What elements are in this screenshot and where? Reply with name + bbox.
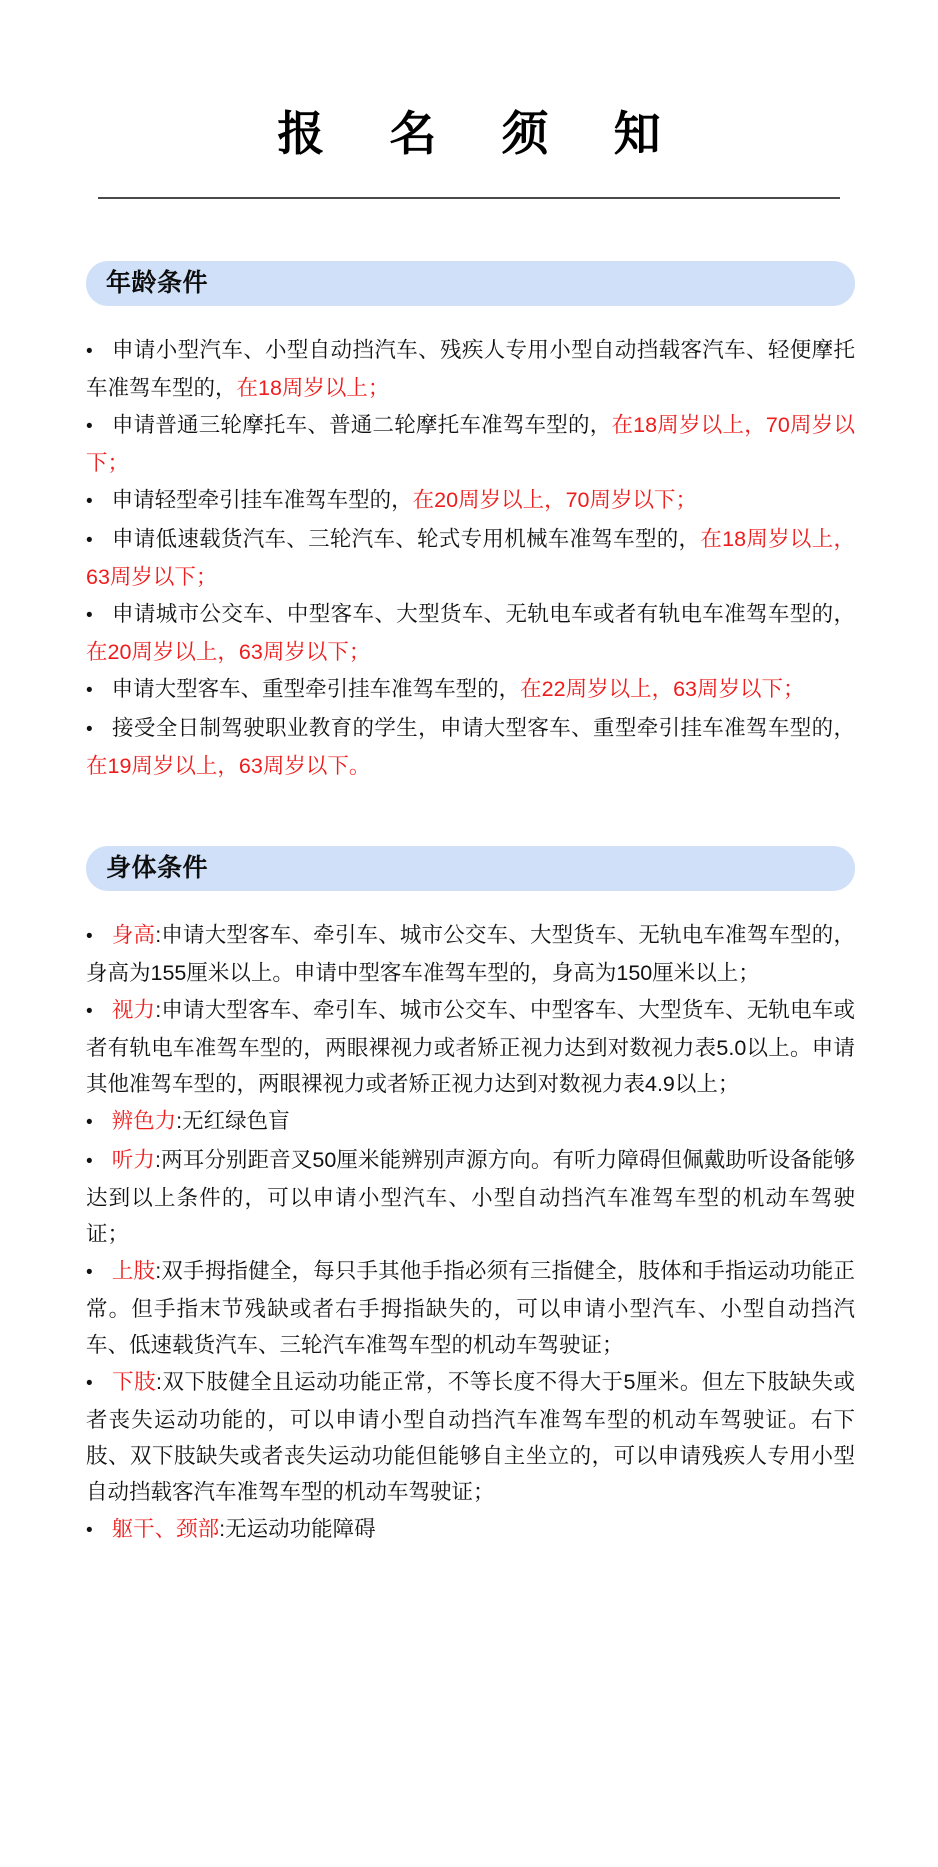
condition-label: 下肢: [111, 1369, 157, 1394]
condition-text: 两耳分别距音叉50厘米能辨别声源方向。有听力障碍但佩戴助听设备能够达到以上条件的，可以申请小型汽车、小型自动挡汽车准驾车型的机动车驾驶证；: [86, 1147, 855, 1246]
content-area: [0, 261, 938, 1549]
list-item: [86, 1103, 855, 1141]
list-item: [86, 710, 855, 784]
bullet-dot-icon: •: [86, 1519, 95, 1541]
list-item: [86, 1142, 855, 1252]
title-divider: [98, 197, 840, 199]
bullet-dot-icon: •: [86, 1372, 95, 1394]
list-item: [86, 1511, 855, 1549]
list-item: [86, 671, 855, 709]
list-item: [86, 332, 855, 406]
bullet-dot-icon: •: [86, 1150, 95, 1172]
bullet-dot-icon: •: [86, 340, 95, 362]
bullet-dot-icon: •: [86, 1111, 95, 1133]
section-header-body: [86, 846, 855, 891]
bullet-text-black: 申请低速载货汽车、三轮汽车、轮式专用机械车准驾车型的，: [111, 526, 701, 551]
bullet-dot-icon: •: [86, 1261, 95, 1283]
condition-label: 躯干、颈部: [111, 1516, 220, 1541]
bullet-text-highlight: 在22周岁以上，63周岁以下；: [520, 676, 805, 701]
condition-separator: :: [155, 922, 162, 947]
bullet-text-highlight: 在20周岁以上，63周岁以下；: [86, 639, 371, 664]
condition-separator: :: [176, 1108, 183, 1133]
list-item: [86, 1253, 855, 1363]
bullet-text-highlight: 在18周岁以上，63周岁以下；: [86, 526, 855, 589]
list-item: [86, 521, 855, 595]
section-body-conditions: [86, 846, 855, 1549]
section-age-conditions: [86, 261, 855, 784]
section-header-body-label: 身体条件: [106, 853, 209, 882]
condition-label: 辨色力: [111, 1108, 177, 1133]
bullet-text-highlight: 在18周岁以上；: [236, 375, 390, 400]
page-title: 报 名 须 知: [277, 107, 687, 160]
bullet-text-highlight: 在19周岁以上，63周岁以下。: [86, 753, 371, 778]
condition-label: 视力: [111, 997, 156, 1022]
section-header-age-label: 年龄条件: [106, 268, 209, 297]
condition-text: 双手拇指健全，每只手其他手指必须有三指健全，肢体和手指运动功能正常。但手指末节残缺或者右手拇指缺失的，可以申请小型汽车、小型自动挡汽车、低速载货汽车、三轮汽车准驾车型的机动车驾驶证；: [86, 1258, 855, 1357]
section-header-age: [86, 261, 855, 306]
list-item: [86, 1364, 855, 1510]
condition-text: 无运动功能障碍: [225, 1516, 376, 1541]
condition-separator: :: [155, 1147, 161, 1172]
condition-label: 上肢: [111, 1258, 156, 1283]
condition-separator: :: [156, 1369, 163, 1394]
condition-text: 申请大型客车、牵引车、城市公交车、中型客车、大型货车、无轨电车或者有轨电车准驾车型的，两眼裸视力或者矫正视力达到对数视力表5.0以上。申请其他准驾车型的，两眼裸视力或者矫正视力达到对数视力表4.9以上；: [86, 997, 855, 1096]
bullet-text-black: 申请城市公交车、中型客车、大型货车、无轨电车或者有轨电车准驾车型的，: [111, 601, 855, 626]
condition-label: 听力: [111, 1147, 155, 1172]
body-conditions-list: [86, 917, 855, 1549]
bullet-dot-icon: •: [86, 415, 95, 437]
bullet-text-black: 申请大型客车、重型牵引挂车准驾车型的，: [111, 676, 521, 701]
condition-text: 申请大型客车、牵引车、城市公交车、大型货车、无轨电车准驾车型的，身高为155厘米以上。申请中型客车准驾车型的，身高为150厘米以上；: [86, 922, 855, 985]
bullet-text-highlight: 在18周岁以上，70周岁以下；: [86, 412, 855, 475]
list-item: [86, 407, 855, 481]
condition-separator: :: [155, 1258, 162, 1283]
bullet-text-black: 申请小型汽车、小型自动挡汽车、残疾人专用小型自动挡载客汽车、轻便摩托车准驾车型的，: [86, 337, 855, 400]
title-block: [0, 0, 938, 199]
condition-text: 无红绿色盲: [182, 1108, 290, 1133]
age-conditions-list: [86, 332, 855, 784]
list-item: [86, 917, 855, 991]
list-item: [86, 596, 855, 670]
bullet-dot-icon: •: [86, 604, 95, 626]
list-item: [86, 992, 855, 1102]
bullet-text-black: 申请普通三轮摩托车、普通二轮摩托车准驾车型的，: [111, 412, 612, 437]
condition-label: 身高: [111, 922, 156, 947]
bullet-dot-icon: •: [86, 529, 95, 551]
bullet-dot-icon: •: [86, 718, 95, 740]
condition-text: 双下肢健全且运动功能正常，不等长度不得大于5厘米。但左下肢缺失或者丧失运动功能的，可以申请小型自动挡汽车准驾车型的机动车驾驶证。右下肢、双下肢缺失或者丧失运动功能但能够自主坐立的，可以申请残疾人专用小型自动挡载客汽车准驾车型的机动车驾驶证；: [86, 1369, 855, 1504]
bullet-text-highlight: 在20周岁以上，70周岁以下；: [412, 487, 698, 512]
condition-separator: :: [219, 1516, 226, 1541]
bullet-text-black: 申请轻型牵引挂车准驾车型的，: [111, 487, 413, 512]
bullet-dot-icon: •: [86, 679, 95, 701]
bullet-dot-icon: •: [86, 925, 95, 947]
bullet-dot-icon: •: [86, 490, 95, 512]
bullet-dot-icon: •: [86, 1000, 95, 1022]
bullet-text-black: 接受全日制驾驶职业教育的学生，申请大型客车、重型牵引挂车准驾车型的，: [111, 715, 855, 740]
condition-separator: :: [155, 997, 162, 1022]
list-item: [86, 482, 855, 520]
